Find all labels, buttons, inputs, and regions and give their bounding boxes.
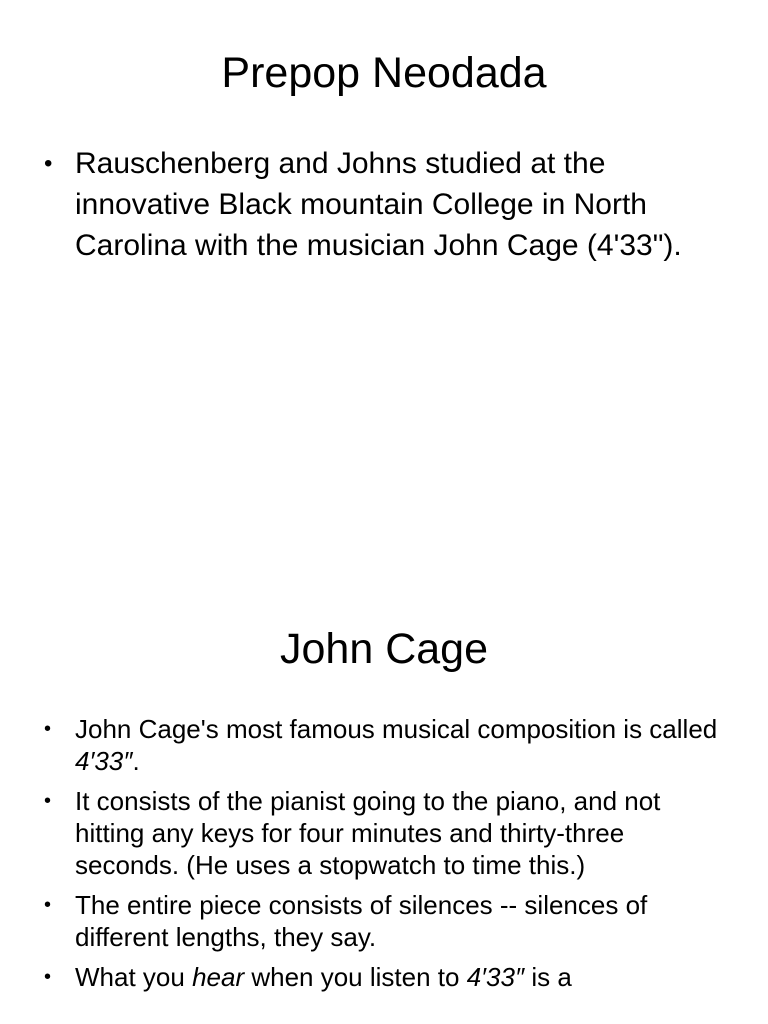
- bullet-item: [44, 785, 724, 881]
- bullet-text-middle: when you listen to: [244, 962, 467, 992]
- bullet-item: [44, 889, 724, 953]
- bullet-text-emphasis: 4′33″: [75, 746, 133, 776]
- bullet-icon: •: [44, 718, 52, 740]
- slide-title: John Cage: [280, 625, 488, 673]
- bullet-item: [44, 143, 704, 266]
- bullet-text: The entire piece consists of silences -- silences of different lengths, they say.: [75, 890, 648, 952]
- slide-title: Prepop Neodada: [221, 49, 547, 97]
- bullet-list: [44, 713, 724, 1001]
- bullet-text-start: John Cage's most famous musical composition is called: [75, 714, 718, 744]
- bullet-icon: •: [44, 790, 52, 812]
- bullet-text-emphasis: 4′33″: [466, 962, 525, 992]
- bullet-icon: •: [44, 894, 52, 916]
- slide-john-cage: [0, 576, 768, 1024]
- bullet-text-end: is a: [524, 962, 572, 992]
- bullet-list: [44, 143, 704, 266]
- bullet-icon: •: [44, 966, 52, 988]
- bullet-text-start: What you: [75, 962, 193, 992]
- bullet-item: [44, 961, 724, 993]
- bullet-text: It consists of the pianist going to the piano, and not hitting any keys for four minutes and thirty-three seconds. (He uses a stopwatch to time this.): [75, 786, 661, 880]
- bullet-item: [44, 713, 724, 777]
- bullet-text-emphasis: hear: [192, 962, 245, 992]
- bullet-text-end: .: [132, 746, 140, 776]
- bullet-icon: •: [44, 150, 53, 177]
- bullet-text: Rauschenberg and Johns studied at the innovative Black mountain College in North Carolina with the musician John Cage (4'33").: [75, 147, 682, 262]
